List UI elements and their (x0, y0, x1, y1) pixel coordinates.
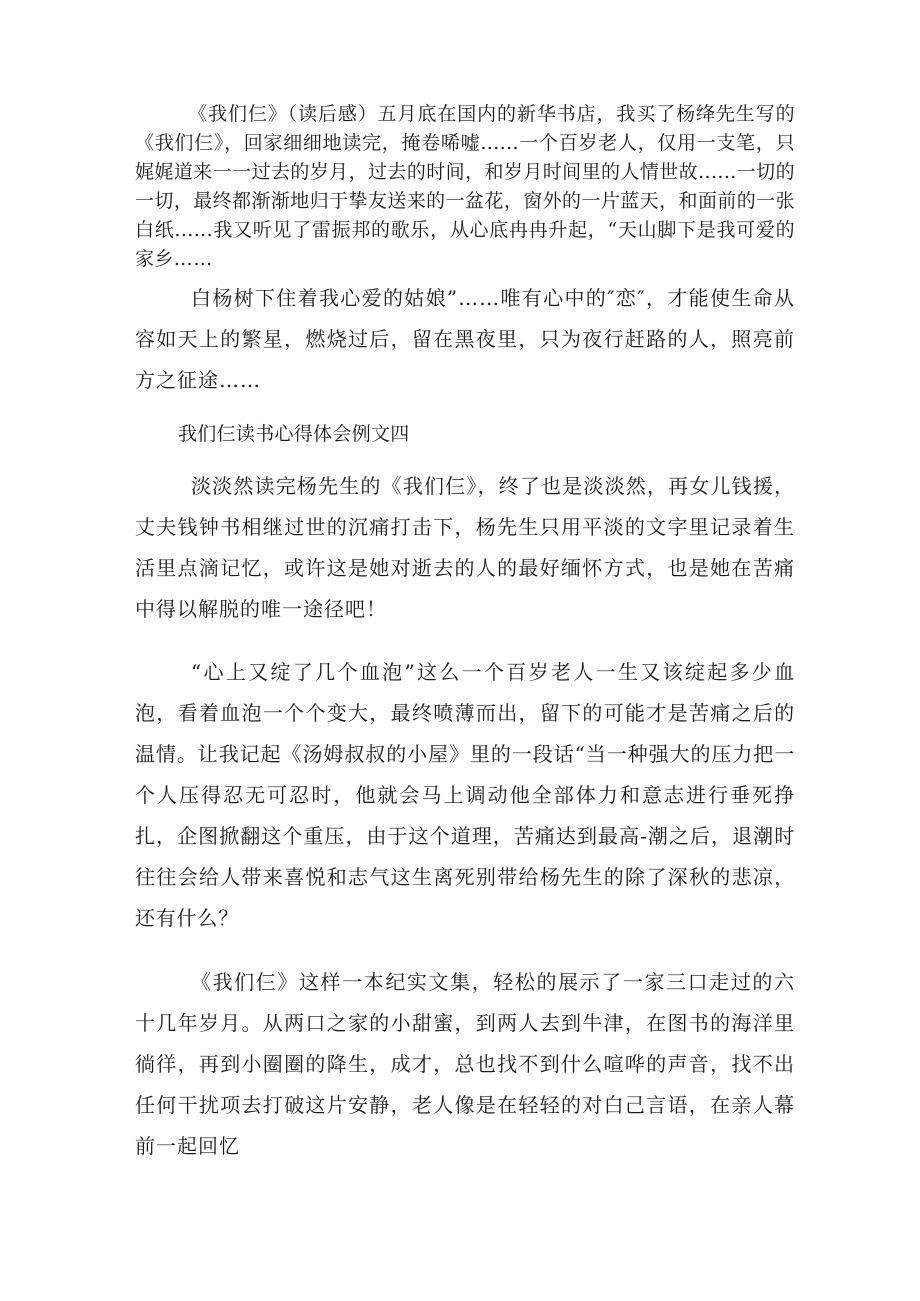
paragraph-calm-reading: 淡淡然读完杨先生的《我们仨》，终了也是淡淡然，再女儿钱援，丈夫钱钟书相继过世的沉痛打击下，杨先生只用平淡的文字里记录着生活里点滴记忆，或许这是她对逝去的人的最好缅怀方式，也是她在苦痛中得以解脱的唯一途径吧！ (135, 474, 795, 621)
paragraph-poplar: 白杨树下住着我心爱的姑娘”……唯有心中的″恋″，才能使生命从容如天上的繁星，燃烧过后，留在黑夜里，只为夜行赶路的人，照亮前方之征途…… (135, 286, 795, 392)
section-heading: 我们仨读书心得体会例文四 (178, 423, 410, 445)
paragraph-intro: 《我们仨》（读后感）五月底在国内的新华书店，我买了杨绛先生写的《我们仨》，回家细细地读完，掩卷唏嘘......一个百岁老人，仅用一支笔，只娓娓道来一一过去的岁月，过去的时间，和岁月时间里的人情世故......一切的一切，最终都渐渐地归于挚友送来的一盆花，窗外的一片蓝天，和面前的一张白纸......我又听见了雷振邦的歌乐，从心底冉冉升起，“天山脚下是我可爱的家乡…… (135, 103, 795, 270)
paragraph-documentary: 《我们仨》这样一本纪实文集，轻松的展示了一家三口走过的六十几年岁月。从两口之家的小甜蜜，到两人去到牛津，在图书的海洋里徜徉，再到小圈圈的降生，成才，总也找不到什么喧哗的声音，找不出任何干扰项去打破这片安静，老人像是在轻轻的对白己言语，在亲人幕前一起回忆 (135, 970, 795, 1158)
paragraph-blood-blisters: “心上又绽了几个血泡”这么一个百岁老人一生又该绽起多少血泡，看着血泡一个个变大，最终喷薄而出，留下的可能才是苦痛之后的温情。让我记起《汤姆叔叔的小屋》里的一段话“当一种强大的压力把一个人压得忍无可忍时，他就会马上调动他全部体力和意志进行垂死挣扎，企图掀翻这个重压，由于这个道理，苦痛达到最高-潮之后，退潮时往往会给人带来喜悦和志气这生离死别带给杨先生的除了深秋的悲凉，还有什么？ (135, 660, 795, 930)
